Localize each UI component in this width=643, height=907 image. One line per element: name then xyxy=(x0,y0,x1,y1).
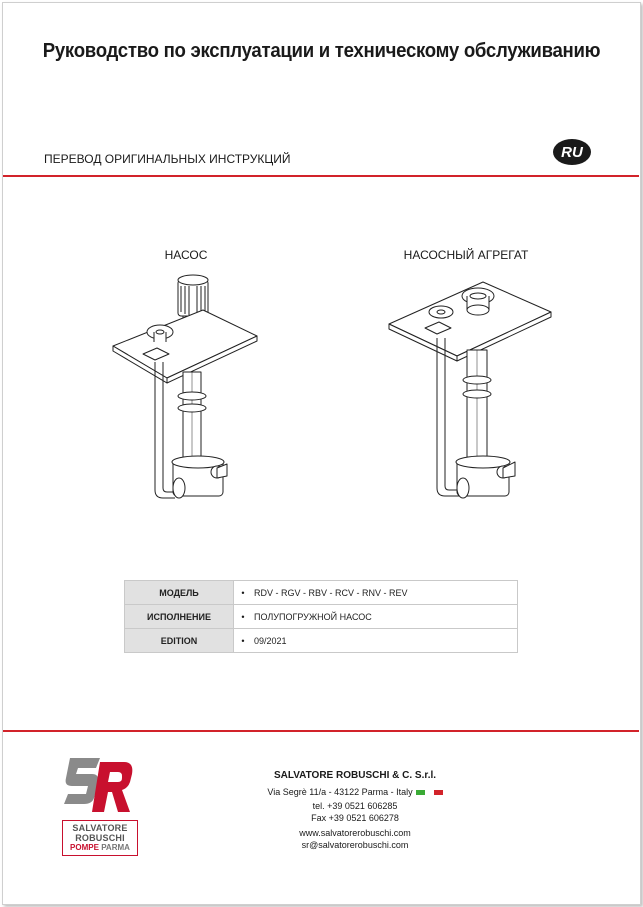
table-row xyxy=(125,605,518,629)
company-fax: Fax +39 0521 606278 xyxy=(311,813,399,823)
spec-value-version: ПОЛУПОГРУЖНОЙ НАСОС xyxy=(252,605,518,629)
bullet: • xyxy=(234,629,253,653)
pump-caption: НАСОС xyxy=(164,248,208,262)
pump-drawing xyxy=(105,262,265,512)
spec-label-version: ИСПОЛНЕНИЕ xyxy=(125,605,234,629)
footer-divider xyxy=(3,730,639,732)
bullet: • xyxy=(234,581,253,605)
spec-table xyxy=(124,580,518,653)
company-contact xyxy=(230,770,480,851)
bullet: • xyxy=(234,605,253,629)
logo-pompe: POMPE xyxy=(70,843,99,852)
pump-unit-caption: НАСОСНЫЙ АГРЕГАТ xyxy=(403,248,529,262)
table-row xyxy=(125,629,518,653)
pump-unit-drawing xyxy=(383,268,558,513)
document-subtitle: ПЕРЕВОД ОРИГИНАЛЬНЫХ ИНСТРУКЦИЙ xyxy=(44,152,291,166)
spec-label-edition: EDITION xyxy=(125,629,234,653)
logo-line-robuschi: ROBUSCHI xyxy=(75,833,125,843)
company-tel: tel. +39 0521 606285 xyxy=(312,801,398,811)
spec-value-edition: 09/2021 xyxy=(252,629,518,653)
italian-flag-red xyxy=(434,790,443,795)
logo-line-pompe-parma xyxy=(70,843,130,853)
company-address-line xyxy=(267,786,442,798)
company-email-link[interactable]: sr@salvatorerobuschi.com xyxy=(301,840,409,850)
spec-value-model: RDV - RGV - RBV - RCV - RNV - REV xyxy=(252,581,518,605)
logo-wordmark xyxy=(62,820,138,856)
italian-flag-green xyxy=(416,790,425,795)
logo-parma: PARMA xyxy=(101,843,130,852)
company-name: SALVATORE ROBUSCHI & C. S.r.l. xyxy=(273,770,437,781)
header-divider xyxy=(3,175,639,177)
logo-line-salvatore: SALVATORE xyxy=(72,823,128,833)
company-address: Via Segrè 11/a - 43122 Parma - Italy xyxy=(267,787,413,797)
spec-label-model: МОДЕЛЬ xyxy=(125,581,234,605)
document-title: Руководство по эксплуатации и техническому обслуживанию xyxy=(42,40,601,62)
table-row xyxy=(125,581,518,605)
language-badge: RU xyxy=(553,139,591,165)
company-website-link[interactable]: www.salvatorerobuschi.com xyxy=(299,828,411,838)
